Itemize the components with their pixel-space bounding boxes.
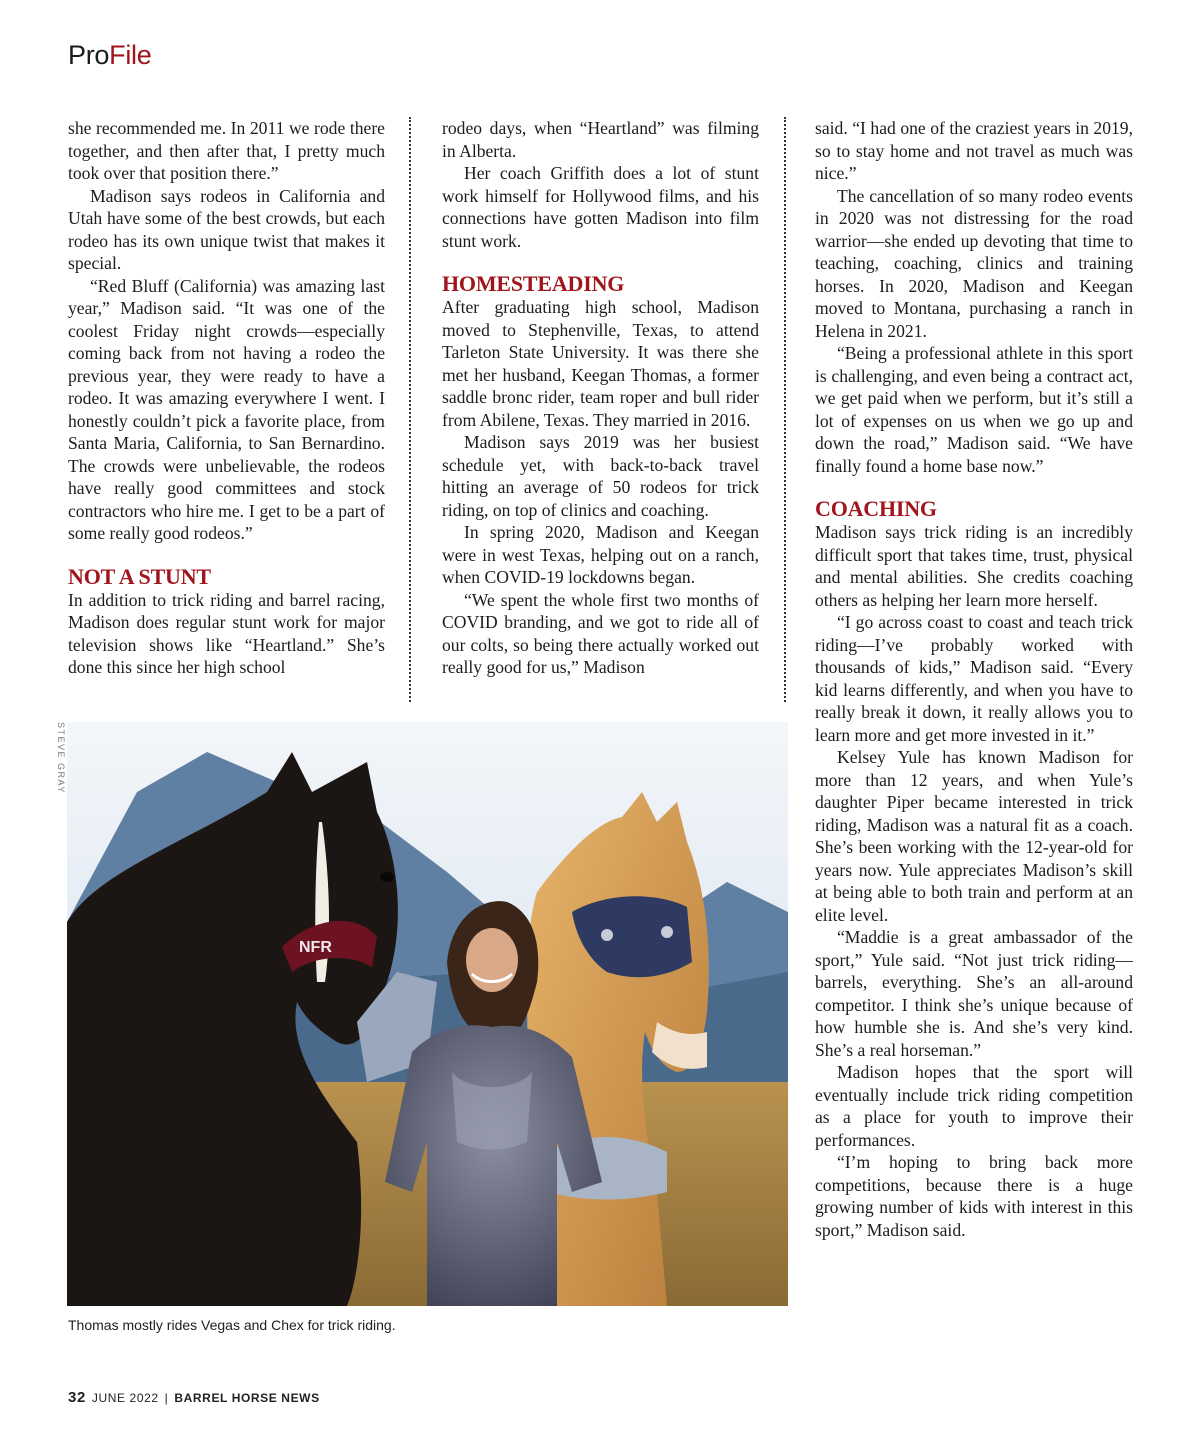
paragraph: “We spent the whole first two months of COVID branding, and we got to ride all of our colts, so being there actually worked out really good for us,” Madison: [442, 589, 759, 677]
footer-separator: |: [164, 1391, 169, 1405]
photo-credit: STEVE GRAY: [56, 722, 66, 794]
section-heading-homesteading: HOMESTEADING: [442, 271, 625, 296]
section-header-pro: Pro: [68, 40, 110, 70]
column-divider: [784, 117, 786, 702]
paragraph: “Maddie is a great ambassador of the sport,” Yule said. “Not just trick riding—barrels, everything. She’s an all-around competitor. I think she’s unique because of how humble she is. And she’s very kind. She’s a real horseman.”: [815, 927, 1133, 1060]
page-number: 32: [68, 1389, 86, 1406]
paragraph: “Red Bluff (California) was amazing last year,” Madison said. “It was one of the coolest Friday night crowds—especially coming back from not having a rodeo the previous year, they were ready to have a rodeo. It was amazing everywhere I went. I honestly couldn’t pick a favorite place, from Santa Maria, California, to San Bernardino. The crowds were unbelievable, the rodeos have really good committees and stock contractors who hire me. I get to be a part of some really good rodeos.”: [68, 275, 385, 543]
paragraph: Her coach Griffith does a lot of stunt work himself for Hollywood films, and his connections have gotten Madison into film stunt work.: [442, 163, 759, 251]
paragraph: “I go across coast to coast and teach trick riding—I’ve probably worked with thousands of kids,” Madison said. “Every kid learns differently, and when you have to really break it down, it really allows you to learn more and get more invested in it.”: [815, 612, 1133, 745]
column-divider: [409, 117, 411, 702]
article-column-2: [442, 117, 759, 679]
paragraph: Madison hopes that the sport will eventually include trick riding competition as a place for youth to improve their performances.: [815, 1062, 1133, 1150]
section-header: [68, 40, 151, 71]
paragraph: Madison says 2019 was her busiest schedule yet, with back-to-back travel hitting an average of 50 rodeos for trick riding, on top of clinics and coaching.: [442, 432, 759, 520]
paragraph: Kelsey Yule has known Madison for more than 12 years, and when Yule’s daughter Piper became interested in trick riding, Madison was a natural fit as a coach. She’s been working with the 12-year-old for years now. Yule appreciates Madison’s skill at being able to both train and perform at an elite level.: [815, 747, 1133, 925]
issue-date: JUNE 2022: [91, 1391, 159, 1405]
paragraph: rodeo days, when “Heartland” was filming in Alberta.: [442, 118, 759, 161]
section-header-file: File: [109, 40, 152, 70]
photo-caption: Thomas mostly rides Vegas and Chex for trick riding.: [68, 1317, 396, 1333]
paragraph: After graduating high school, Madison moved to Stephenville, Texas, to attend Tarleton State University. It was there she met her husband, Keegan Thomas, a former saddle bronc rider, team roper and bull rider from Abilene, Texas. They married in 2016.: [442, 297, 759, 430]
paragraph: In addition to trick riding and barrel racing, Madison does regular stunt work for major television shows like “Heartland.” She’s done this since her high school: [68, 589, 385, 677]
paragraph: In spring 2020, Madison and Keegan were in west Texas, helping out on a ranch, when COVID-19 lockdowns began.: [442, 522, 759, 587]
paragraph: The cancellation of so many rodeo events in 2020 was not distressing for the road warrior—she ended up devoting that time to teaching, coaching, clinics and training horses. In 2020, Madison and Keegan moved to Montana, purchasing a ranch in Helena in 2021.: [815, 185, 1133, 341]
article-column-1: [68, 117, 385, 679]
paragraph: “I’m hoping to bring back more competitions, because there is a huge growing number of kids with interest in this sport,” Madison said.: [815, 1152, 1133, 1240]
mask-text: NFR: [299, 939, 332, 956]
section-heading-not-a-stunt: NOT A STUNT: [68, 563, 211, 589]
page-footer: [68, 1389, 320, 1406]
paragraph: Madison says trick riding is an incredibly difficult sport that takes time, trust, physical and mental abilities. She credits coaching others as helping her learn more herself.: [815, 522, 1133, 610]
paragraph: she recommended me. In 2011 we rode there together, and then after that, I pretty much took over that position there.”: [68, 118, 385, 183]
feature-photo: [67, 722, 788, 1306]
section-heading-coaching: COACHING: [815, 496, 937, 521]
paragraph: Madison says rodeos in California and Utah have some of the best crowds, but each rodeo has its own unique twist that makes it special.: [68, 185, 385, 273]
paragraph: “Being a professional athlete in this sport is challenging, and even being a contract act, we get paid when we perform, but it’s still a lot of expenses on us when we go up and down the road,” Madison said. “We have finally found a home base now.”: [815, 343, 1133, 476]
publication-name: BARREL HORSE NEWS: [174, 1391, 320, 1405]
paragraph: said. “I had one of the craziest years in 2019, so to stay home and not travel as much was nice.”: [815, 118, 1133, 183]
article-column-3: [815, 117, 1133, 1241]
